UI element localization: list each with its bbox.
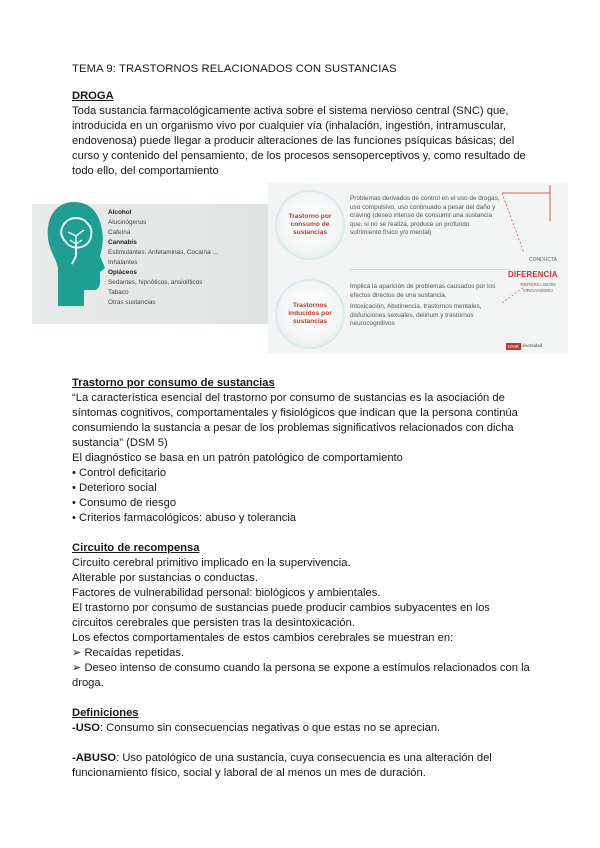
inducidos-description (350, 283, 500, 329)
abuso-label: -ABUSO (72, 752, 117, 764)
circuito-line: ➢ Deseo intenso de consumo cuando la persona se expone a estímulos relacionados con la droga. (72, 662, 530, 689)
circuito-line: Los efectos comportamentales de estos cambios cerebrales se muestran en: (72, 632, 454, 644)
circuito-line: El trastorno por consumo de sustancias puede producir cambios subyacentes en los circuitos cerebrales que persisten tras la desintoxicación. (72, 602, 490, 629)
drug-classes-panel (32, 204, 274, 324)
def-uso (72, 721, 532, 736)
inducidos-line-1: Implica la aparición de problemas causados por los efectos directos de una sustancia. (350, 283, 496, 299)
circuito-line: Circuito cerebral primitivo implicado en la supervivencia. (72, 557, 351, 569)
drug-item: Inhalantes (108, 259, 138, 266)
definiciones-heading: Definiciones (72, 707, 139, 719)
tcs-intro: El diagnóstico se basa en un patrón patológico de comportamiento (72, 452, 403, 464)
inducidos-line-2: Intoxicación, Abstinencia, trastornos mentales, disfunciones sexuales, delirium y trastornos neurocognitivos (350, 303, 482, 327)
circuito-line: Factores de vulnerabilidad personal: biológicos y ambientales. (72, 587, 381, 599)
drug-item: Opiáceos (108, 269, 137, 276)
uso-text: : Consumo sin consecuencias negativas o que estas no se aprecian. (99, 722, 441, 734)
circle-consumo: Trastorno por consumo de sustancias (277, 192, 343, 258)
circle-inducidos: Trastornos inducidos por sustancias (277, 281, 343, 347)
circuito-line: Alterable por sustancias o conductas. (72, 572, 258, 584)
page-title: TEMA 9: TRASTORNOS RELACIONADOS CON SUSTANCIAS (72, 63, 397, 75)
tcs-quote: “La característica esencial del trastorno por consumo de sustancias es la asociación de síntomas cognitivos, comportamentales y fisiológicos que indican que la persona continúa consumiendo la sustancia a pesar de los problemas significativos relacionados con dicha sustancia” (DSM 5) (72, 392, 518, 449)
drug-item: Cafeína (108, 229, 131, 236)
consumo-description: Problemas derivados de control en el uso de drogas, uso compulsivo, uso continuado a pesar del daño y craving (deseo intenso de consumir una sustancia que, si no se realiza, produce un profundo sufrimiento físico y/o mental) (350, 195, 500, 236)
circuito-heading: Circuito de recompensa (72, 542, 200, 554)
document-page (72, 62, 532, 179)
drug-item: Sedantes, hipnóticos, ansiolíticos (108, 279, 203, 286)
circuito-line: ➢ Recaídas repetidas. (72, 647, 184, 659)
tcs-bullet: • Control deficitario (72, 467, 167, 479)
drug-list (108, 208, 218, 308)
drug-item: Estimulantes: Anfetaminas, Cocaína ... (108, 249, 218, 256)
tcs-heading: Trastorno por consumo de sustancias (72, 377, 275, 389)
drug-item: Otras sustancias (108, 299, 156, 306)
diff-bottom-label: REPERCUSIÓN ORGANISMO (520, 283, 556, 294)
brain-head-icon (44, 194, 108, 314)
tcs-bullet: • Deterioro social (72, 482, 157, 494)
uso-label: -USO (72, 722, 100, 734)
document-body (72, 376, 532, 781)
unir-logo: UNIR (508, 344, 520, 349)
abuso-text: : Uso patológico de una sustancia, cuya consecuencia es una alteración del funcionamiento físico, social y laboral de al menos un mes de duración. (72, 752, 492, 779)
drug-item: Alcohol (108, 209, 132, 216)
tcs-bullet: • Criterios farmacológicos: abuso y tolerancia (72, 512, 297, 524)
diferencia-label: DIFERENCIA (508, 270, 558, 279)
tcs-bullet: • Consumo de riesgo (72, 497, 177, 509)
diff-top-label: CONDUCTA (529, 257, 557, 263)
unir-logo-text: Universidad (518, 343, 543, 348)
divider (350, 269, 510, 270)
drugs-figure (32, 183, 568, 353)
difference-panel (502, 183, 568, 353)
drug-item: Alucinógenos (108, 219, 147, 226)
drug-item: Cannabis (108, 239, 137, 246)
bracket-lines (502, 183, 568, 353)
droga-definition: Toda sustancia farmacológicamente activa sobre el sistema nervioso central (SNC) que, introducida en un organismo vivo por cualquier vía (inhalación, ingestión, intramuscular, endovenosa) puede llegar a producir alteraciones de las funciones psíquicas básicas; del curso y contenido del pensamiento, de los procesos sensoperceptivos y, como resultado de todo ello, del comportamiento (72, 105, 526, 177)
def-abuso (72, 751, 532, 781)
drug-item: Tabaco (108, 289, 129, 296)
droga-heading: DROGA (72, 90, 114, 102)
